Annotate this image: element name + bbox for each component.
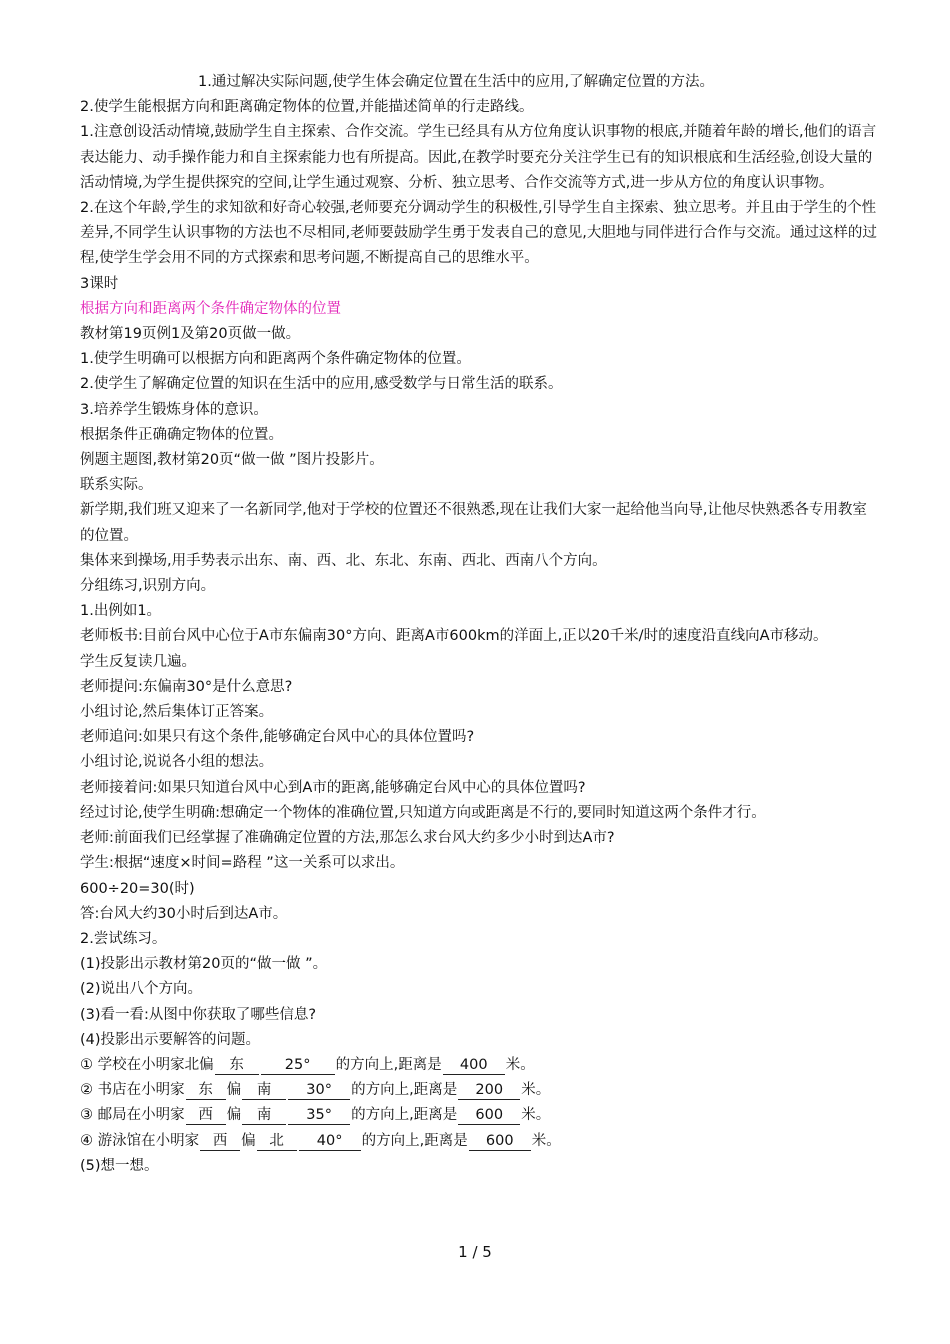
fill-item-bookstore: ② 书店在小明家 东 偏 南 30° 的方向上,距离是 200 米。 bbox=[80, 1082, 551, 1099]
lesson-title: 根据方向和距离两个条件确定物体的位置 bbox=[80, 300, 341, 317]
goal-2: 2.使学生了解确定位置的知识在生活中的应用,感受数学与日常生活的联系。 bbox=[80, 376, 563, 393]
key-point: 根据条件正确确定物体的位置。 bbox=[80, 426, 283, 443]
text-line: (3)看一看:从图中你获取了哪些信息? bbox=[80, 1006, 317, 1023]
fill-item-swimming-pool: ④ 游泳馆在小明家 西 偏 北 40° 的方向上,距离是 600 米。 bbox=[80, 1132, 561, 1149]
fill-blank: 南 bbox=[242, 1081, 286, 1100]
playground-activity: 集体来到操场,用手势表示出东、南、西、北、东北、东南、西北、西南八个方向。 bbox=[80, 552, 607, 569]
goal-3: 3.培养学生锻炼身体的意识。 bbox=[80, 401, 268, 418]
text-line: 学生:根据“速度×时间=路程 ”这一关系可以求出。 bbox=[80, 855, 405, 872]
class-hours: 3课时 bbox=[80, 275, 119, 292]
teaching-aids: 例题主题图,教材第20页“做一做 ”图片投影片。 bbox=[80, 452, 384, 469]
think-prompt: (5)想一想。 bbox=[80, 1157, 159, 1174]
fill-blank: 25° bbox=[261, 1056, 335, 1075]
fill-blank: 600 bbox=[458, 1106, 520, 1125]
teaching-note-1: 1.注意创设活动情境,鼓励学生自主探索、合作交流。学生已经具有从方位角度认识事物的根底,并随着年龄的增长,他们的语言表达能力、动手操作能力和自主探索能力也有所提高。因此,在教学时要充分关注学生已有的知识根底和生活经验,创设大量的活动情境,为学生提供探究的空间,让学生通过观察、分析、独立思考、合作交流等方式,进一步从方位的角度认识事物。 bbox=[80, 124, 877, 191]
fill-blank: 400 bbox=[443, 1056, 505, 1075]
textbook-ref: 教材第19页例1及第20页做一做。 bbox=[80, 326, 301, 343]
text-line: (1)投影出示教材第20页的“做一做 ”。 bbox=[80, 956, 328, 973]
example-heading: 1.出例如1。 bbox=[80, 603, 162, 620]
fill-item-post-office: ③ 邮局在小明家 西 偏 南 35° 的方向上,距离是 600 米。 bbox=[80, 1107, 551, 1124]
text-line: 学生反复读几遍。 bbox=[80, 653, 196, 670]
practice-heading: 2.尝试练习。 bbox=[80, 930, 167, 947]
fill-blank: 35° bbox=[288, 1106, 350, 1125]
group-practice: 分组练习,识别方向。 bbox=[80, 578, 216, 595]
page-number: 1 / 5 bbox=[458, 1243, 492, 1261]
objective-2: 2.使学生能根据方向和距离确定物体的位置,并能描述简单的行走路线。 bbox=[80, 99, 534, 116]
intro-heading: 联系实际。 bbox=[80, 477, 153, 494]
fill-blank: 40° bbox=[299, 1132, 361, 1151]
text-line: 老师:前面我们已经掌握了准确确定位置的方法,那怎么求台风大约多少小时到达A市? bbox=[80, 830, 615, 847]
fill-blank: 600 bbox=[469, 1132, 531, 1151]
calculation: 600÷20=30(时) bbox=[80, 880, 195, 897]
board-writing: 老师板书:目前台风中心位于A市东偏南30°方向、距离A市600km的洋面上,正以20千米/时的速度沿直线向A市移动。 bbox=[80, 628, 828, 645]
fill-blank: 东 bbox=[186, 1081, 226, 1100]
answer: 答:台风大约30小时后到达A市。 bbox=[80, 905, 288, 922]
goal-1: 1.使学生明确可以根据方向和距离两个条件确定物体的位置。 bbox=[80, 351, 471, 368]
fill-blank: 西 bbox=[200, 1132, 240, 1151]
text-line: (4)投影出示要解答的问题。 bbox=[80, 1031, 261, 1048]
fill-blank: 南 bbox=[242, 1106, 286, 1125]
document-page bbox=[78, 70, 878, 1179]
fill-blank: 30° bbox=[288, 1081, 350, 1100]
fill-item-school: ① 学校在小明家北偏 东 25° 的方向上,距离是 400 米。 bbox=[80, 1056, 535, 1073]
text-line: 老师追问:如果只有这个条件,能够确定台风中心的具体位置吗? bbox=[80, 729, 475, 746]
intro-paragraph: 新学期,我们班又迎来了一名新同学,他对于学校的位置还不很熟悉,现在让我们大家一起给他当向导,让他尽快熟悉各专用教室的位置。 bbox=[80, 502, 867, 544]
text-line: 老师接着问:如果只知道台风中心到A市的距离,能够确定台风中心的具体位置吗? bbox=[80, 779, 586, 796]
text-line: 小组讨论,然后集体订正答案。 bbox=[80, 704, 274, 721]
fill-blank: 200 bbox=[458, 1081, 520, 1100]
teaching-note-2: 2.在这个年龄,学生的求知欲和好奇心较强,老师要充分调动学生的积极性,引导学生自主探索、独立思考。并且由于学生的个性差异,不同学生认识事物的方法也不尽相同,老师要鼓励学生勇于发表自己的意见,大胆地与同伴进行合作与交流。通过这样的过程,使学生学会用不同的方式探索和思考问题,不断提高自己的思维水平。 bbox=[80, 200, 877, 267]
text-line: 老师提问:东偏南30°是什么意思? bbox=[80, 678, 293, 695]
fill-blank: 西 bbox=[186, 1106, 226, 1125]
fill-blank: 北 bbox=[257, 1132, 297, 1151]
objective-1: 1.通过解决实际问题,使学生体会确定位置在生活中的应用,了解确定位置的方法。 bbox=[198, 74, 715, 90]
text-line: 经过讨论,使学生明确:想确定一个物体的准确位置,只知道方向或距离是不行的,要同时知道这两个条件才行。 bbox=[80, 804, 766, 821]
fill-blank: 东 bbox=[215, 1056, 259, 1075]
text-line: (2)说出八个方向。 bbox=[80, 981, 203, 998]
text-line: 小组讨论,说说各小组的想法。 bbox=[80, 754, 274, 771]
